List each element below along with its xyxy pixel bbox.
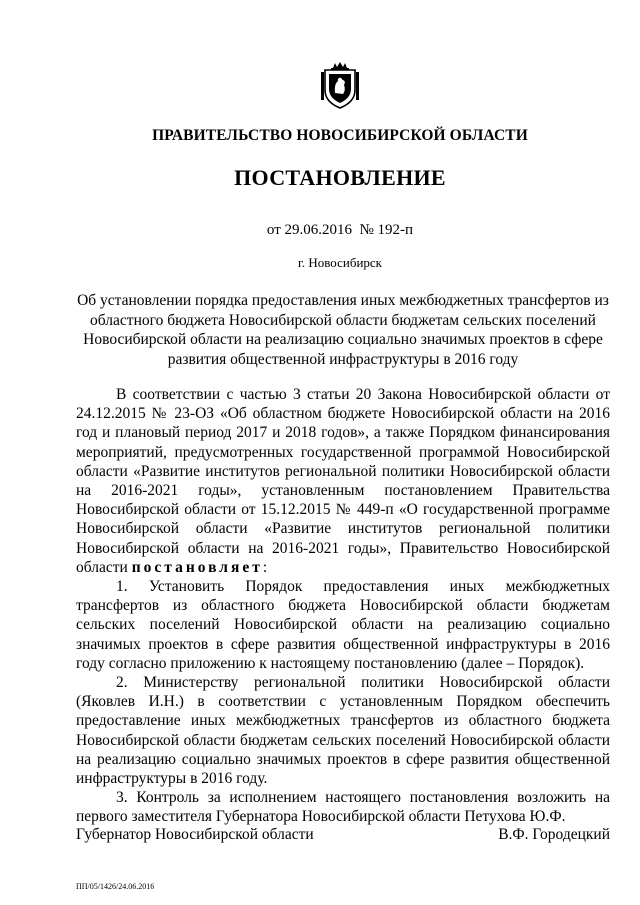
item-2: 2. Министерству региональной политики Новосибирской области (Яковлев И.Н.) в соответствии с установленным Порядком обеспечить предоставление иных межбюджетных трансфертов из областного бюджета Новосибирской области бюджетам сельских поселений Новосибирской области на реализацию социально значимых проектов в сфере развития общественной инфраструктуры в 2016 году.: [76, 674, 610, 788]
organization-name: ПРАВИТЕЛЬСТВО НОВОСИБИРСКОЙ ОБЛАСТИ: [152, 127, 528, 144]
document-body: [76, 385, 610, 827]
preamble-paragraph: [76, 385, 610, 577]
date-and-number: от 29.06.2016 № 192-п: [266, 222, 414, 238]
preamble-text: В соответствии с частью 3 статьи 20 Закона Новосибирской области от 24.12.2015 № 23-ОЗ «Об областном бюджете Новосибирской области на 2016 год и плановый период 2017 и 2018 годов», а также Порядком финансирования мероприятий, предусмотренных государственной программой Новосибирской области «Развитие институтов региональной политики Новосибирской области на 2016-2021 годы», установленным постановлением Правительства Новосибирской области от 15.12.2015 № 449-п «О государственной программе Новосибирской области «Развитие институтов региональной политики Новосибирской области на 2016-2021 годы», Правительство Новосибирской области: [76, 386, 610, 576]
city: г. Новосибирск: [297, 255, 382, 270]
resolves-colon: :: [262, 558, 268, 576]
signatory-name: В.Ф. Городецкий: [498, 826, 610, 843]
resolves-word: постановляет: [131, 558, 263, 576]
document-subject: Об установлении порядка предоставления иных межбюджетных трансфертов из областного бюджета Новосибирской области бюджетам сельских поселений Новосибирской области на реализацию социально значимых проектов в сфере развития общественной инфраструктуры в 2016 году: [77, 292, 609, 368]
registration-number: ПП/05/1426/24.06.2016: [76, 882, 155, 891]
item-1: 1. Установить Порядок предоставления иных межбюджетных трансфертов из областного бюджета Новосибирской области бюджетам сельских поселений Новосибирской области на реализацию социально значимых проектов в сфере развития общественной инфраструктуры в 2016 году согласно приложению к настоящему постановлению (далее – Порядок).: [76, 578, 610, 672]
coat-of-arms-icon: [319, 60, 361, 110]
document-type-title: ПОСТАНОВЛЕНИЕ: [234, 165, 446, 190]
signatory-position: Губернатор Новосибирской области: [76, 826, 314, 843]
item-3: 3. Контроль за исполнением настоящего постановления возложить на первого заместителя Губернатора Новосибирской области Петухова Ю.Ф.: [76, 789, 610, 826]
